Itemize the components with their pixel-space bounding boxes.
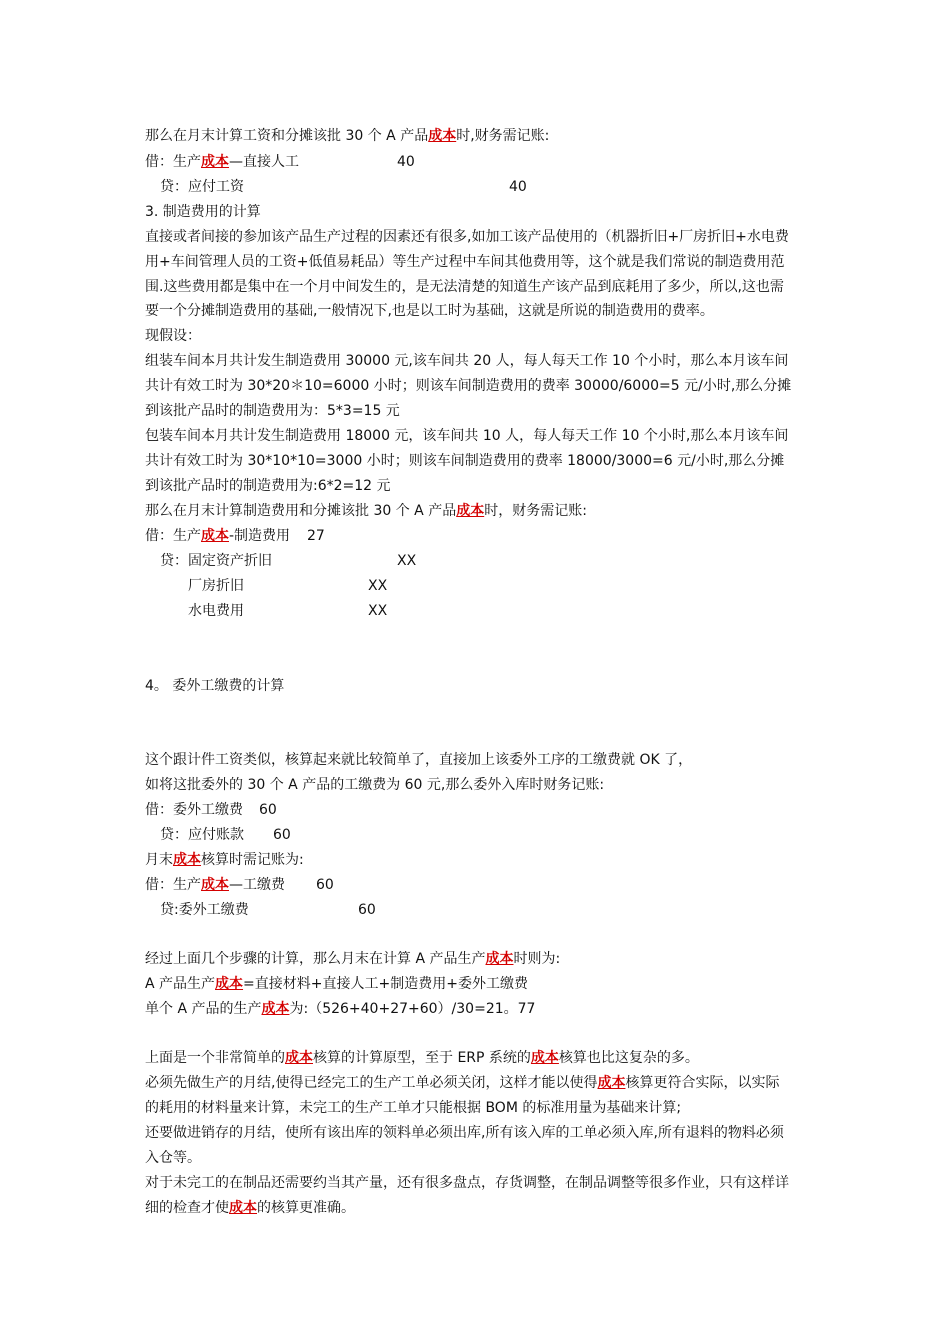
journal-credit-payable: 贷：应付账款 [160, 827, 244, 843]
text: 那么在月末计算工资和分摊该批 30 个 A 产品 [145, 128, 429, 144]
text: 核算时需记账为: [201, 852, 304, 868]
text: 时则为: [513, 951, 561, 967]
text: 月末 [145, 852, 173, 868]
text: 必须先做生产的月结,使得已经完工的生产工单必须关闭，这样才能以使得 [145, 1075, 598, 1091]
keyword-cost: 成本 [201, 154, 229, 170]
keyword-cost: 成本 [456, 503, 485, 519]
amount-credit-utilities: XX [368, 603, 388, 619]
paragraph-line: 如将这批委外的 30 个 A 产品的工缴费为 60 元,那么委外入库时财务记账: [145, 777, 605, 793]
cost-formula-line [145, 975, 528, 993]
closing-line: 还要做进销存的月结，使所有该出库的领料单必须出库,所有该入库的工单必须入库,所有退料的物料必须 [145, 1125, 784, 1141]
text: —直接人工 [229, 154, 299, 170]
journal-credit-utilities: 水电费用 [188, 603, 244, 619]
journal-debit-labor [145, 153, 299, 171]
journal-debit-processing [145, 876, 285, 894]
keyword-cost: 成本 [261, 1001, 290, 1017]
closing-line: 对于未完工的在制品还需要约当其产量，还有很多盘点，存货调整，在制品调整等很多作业，只有这样详 [145, 1175, 789, 1191]
amount-credit-plant: XX [368, 578, 388, 594]
paragraph-line: 要一个分摊制造费用的基础,一般情况下,也是以工时为基础，这就是所说的制造费用的费率。 [145, 303, 714, 319]
amount-debit-processing: 60 [316, 877, 334, 893]
text: —工缴费 [229, 877, 285, 893]
paragraph-line: 这个跟计件工资类似，核算起来就比较简单了，直接加上该委外工序的工缴费就 OK 了， [145, 752, 693, 768]
keyword-cost: 成本 [285, 1050, 313, 1066]
text: 借：生产 [145, 528, 201, 544]
text: 经过上面几个步骤的计算，那么月末在计算 A 产品生产 [145, 951, 486, 967]
paragraph-line: 包装车间本月共计发生制造费用 18000 元，该车间共 10 人，每人每天工作 10 个小时,那么本月该车间 [145, 428, 789, 444]
keyword-cost: 成本 [485, 951, 514, 967]
journal-credit-plant: 厂房折旧 [188, 578, 244, 594]
paragraph-line: 围.这些费用都是集中在一个月中间发生的，是无法清楚的知道生产该产品到底耗用了多少，所以,这也需 [145, 279, 784, 295]
section-4-heading: 4。 委外工缴费的计算 [145, 678, 285, 694]
text: 的核算更准确。 [257, 1200, 355, 1216]
journal-debit-mfg [145, 527, 290, 545]
text: 细的检查才使 [145, 1200, 229, 1216]
paragraph-line: 组装车间本月共计发生制造费用 30000 元,该车间共 20 人，每人每天工作 10 个小时，那么本月该车间 [145, 353, 789, 369]
assumption-label: 现假设： [145, 328, 201, 344]
amount-debit-labor: 40 [397, 154, 415, 170]
text: 核算的计算原型，至于 ERP 系统的 [313, 1050, 531, 1066]
closing-line [145, 1049, 699, 1067]
text: 为:（526+40+27+60）/30=21。77 [289, 1001, 536, 1017]
keyword-cost: 成本 [428, 128, 457, 144]
text: 时，财务需记账: [484, 503, 587, 519]
text: 借：生产 [145, 154, 201, 170]
amount-debit-outsource: 60 [259, 802, 277, 818]
amount-debit-mfg: 27 [307, 528, 325, 544]
journal-debit-outsource: 借：委外工缴费 [145, 802, 243, 818]
labor-allocation-line [145, 127, 549, 145]
text: A 产品生产 [145, 976, 216, 992]
journal-credit-outsource: 贷:委外工缴费 [160, 902, 249, 918]
amount-credit-outsource: 60 [358, 902, 376, 918]
journal-credit-labor: 贷：应付工资 [160, 179, 244, 195]
paragraph-line: 到该批产品时的制造费用为：5*3=15 元 [145, 403, 400, 419]
text: 核算更符合实际，以实际 [625, 1075, 780, 1091]
text: -制造费用 [229, 528, 291, 544]
text: 那么在月末计算制造费用和分摊该批 30 个 A 产品 [145, 503, 457, 519]
closing-line: 入仓等。 [145, 1150, 201, 1166]
text: 借：生产 [145, 877, 201, 893]
closing-line: 的耗用的材料量来计算，未完工的生产工单才只能根据 BOM 的标准用量为基础来计算; [145, 1100, 682, 1116]
keyword-cost: 成本 [201, 528, 229, 544]
paragraph-line: 到该批产品时的制造费用为:6*2=12 元 [145, 478, 391, 494]
text: 上面是一个非常简单的 [145, 1050, 285, 1066]
text: 时,财务需记账: [456, 128, 550, 144]
paragraph-line: 共计有效工时为 30*10*10=3000 小时；则该车间制造费用的费率 18000/3000=6 元/小时,那么分摊 [145, 453, 785, 469]
amount-credit-depreciation: XX [397, 553, 417, 569]
closing-line [145, 1074, 779, 1092]
text: 单个 A 产品的生产 [145, 1001, 262, 1017]
mfg-allocation-line [145, 502, 587, 520]
paragraph-line: 共计有效工时为 30*20＊10=6000 小时；则该车间制造费用的费率 30000/6000=5 元/小时,那么分摊 [145, 378, 792, 394]
closing-line [145, 1199, 355, 1217]
keyword-cost: 成本 [173, 852, 201, 868]
month-end-line [145, 851, 304, 869]
amount-credit-payable: 60 [273, 827, 291, 843]
summary-line [145, 950, 560, 968]
paragraph-line: 直接或者间接的参加该产品生产过程的因素还有很多,如加工该产品使用的（机器折旧+厂房折旧+水电费 [145, 229, 789, 245]
paragraph-line: 用+车间管理人员的工资+低值易耗品）等生产过程中车间其他费用等，这个就是我们常说的制造费用范 [145, 254, 785, 270]
text: =直接材料+直接人工+制造费用+委外工缴费 [243, 976, 528, 992]
keyword-cost: 成本 [530, 1050, 559, 1066]
amount-credit-labor: 40 [509, 179, 527, 195]
section-3-heading: 3. 制造费用的计算 [145, 204, 261, 220]
text: 核算也比这复杂的多。 [558, 1050, 699, 1066]
unit-cost-line [145, 1000, 535, 1018]
journal-credit-depreciation: 贷：固定资产折旧 [160, 553, 272, 569]
keyword-cost: 成本 [597, 1075, 626, 1091]
keyword-cost: 成本 [215, 976, 244, 992]
keyword-cost: 成本 [229, 1200, 257, 1216]
keyword-cost: 成本 [201, 877, 229, 893]
